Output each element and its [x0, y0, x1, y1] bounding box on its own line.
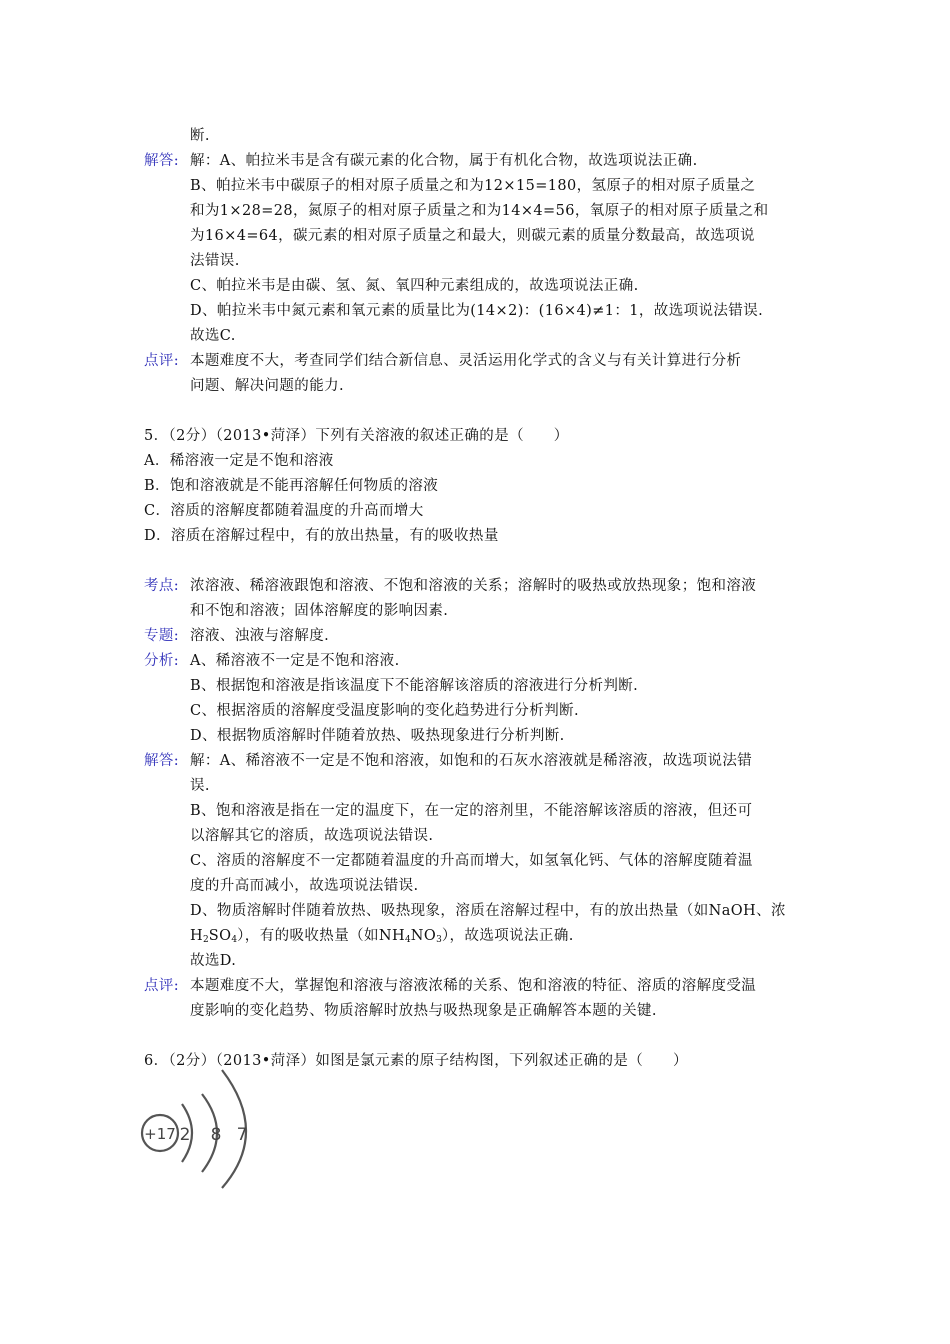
q4-answer-line: 和为1×28=28，氮原子的相对原子质量之和为14×4=56，氧原子的相对原子质量之和: [190, 203, 769, 219]
q5-answer-line: 故选D.: [190, 953, 237, 969]
subscript: 2: [203, 935, 209, 945]
q5-answer-line: B、饱和溶液是指在一定的温度下，在一定的溶剂里，不能溶解该溶质的溶液，但还可: [190, 803, 753, 819]
q5-answer-line: 误.: [190, 778, 210, 794]
q4-answer-line: D、帕拉米韦中氮元素和氧元素的质量比为(14×2)：(16×4)≠1：1，故选项说法错误.: [190, 303, 764, 319]
q5-answer-line: 以溶解其它的溶质，故选项说法错误.: [190, 828, 434, 844]
q5-label-topic: 考点:: [144, 578, 180, 594]
q5-option-b: B．饱和溶液就是不能再溶解任何物质的溶液: [144, 478, 439, 494]
q5-answer-line: 解：A、稀溶液不一定是不饱和溶液，如饱和的石灰水溶液就是稀溶液，故选项说法错: [190, 753, 753, 769]
subscript: 4: [405, 935, 411, 945]
q5-analysis-line: C、根据溶质的溶解度受温度影响的变化趋势进行分析判断.: [190, 703, 580, 719]
q4-answer-line: 故选C.: [190, 328, 236, 344]
nucleus-charge: +17: [144, 1125, 176, 1143]
formula-text: H: [190, 928, 204, 944]
q5-analysis-line: B、根据饱和溶液是指该温度下不能溶解该溶质的溶液进行分析判断.: [190, 678, 639, 694]
q5-option-a: A．稀溶液一定是不饱和溶液: [144, 453, 334, 469]
shell-2-electrons: 8: [210, 1125, 222, 1145]
q5-analysis-line: A、稀溶液不一定是不饱和溶液.: [190, 653, 400, 669]
q4-label-answer: 解答:: [144, 153, 180, 169]
q4-answer-line: 法错误.: [190, 253, 240, 269]
subscript: 3: [436, 935, 442, 945]
q5-subject-line: 溶液、浊液与溶解度.: [190, 628, 330, 644]
q4-comment-line: 问题、解决问题的能力.: [190, 378, 345, 394]
q5-label-answer: 解答:: [144, 753, 180, 769]
q4-answer-line: B、帕拉米韦中碳原子的相对原子质量之和为12×15=180，氢原子的相对原子质量之: [190, 178, 756, 194]
q4-answer-line: C、帕拉米韦是由碳、氢、氮、氧四种元素组成的，故选项说法正确.: [190, 278, 639, 294]
q4-answer-line: 为16×4=64，碳元素的相对原子质量之和最大，则碳元素的质量分数最高，故选项说: [190, 228, 755, 244]
q5-answer-line: C、溶质的溶解度不一定都随着温度的升高而增大，如氢氧化钙、气体的溶解度随着温: [190, 853, 753, 869]
q6-stem: 6．（2分）（2013•菏泽）如图是氯元素的原子结构图，下列叙述正确的是（ ）: [144, 1053, 688, 1069]
formula-text: ），故选项说法正确.: [441, 928, 574, 944]
formula-text: ），有的吸收热量（如NH: [237, 928, 406, 944]
q5-comment-line: 度影响的变化趋势、物质溶解时放热与吸热现象是正确解答本题的关键.: [190, 1003, 657, 1019]
q4-label-comment: 点评:: [144, 353, 180, 369]
q5-answer-line: D、物质溶解时伴随着放热、吸热现象，溶质在溶解过程中，有的放出热量（如NaOH、浓: [190, 903, 786, 919]
q5-analysis-line: D、根据物质溶解时伴随着放热、吸热现象进行分析判断.: [190, 728, 565, 744]
formula-text: NO: [410, 928, 437, 944]
q5-label-comment: 点评:: [144, 978, 180, 994]
q5-label-subject: 专题:: [144, 628, 180, 644]
shell-1-electrons: 2: [179, 1125, 191, 1145]
q4-text-line: 断.: [190, 128, 210, 144]
formula-text: SO: [208, 928, 232, 944]
q5-topic-line: 浓溶液、稀溶液跟饱和溶液、不饱和溶液的关系；溶解时的吸热或放热现象；饱和溶液: [190, 578, 757, 594]
q5-stem: 5．（2分）（2013•菏泽）下列有关溶液的叙述正确的是（ ）: [144, 428, 569, 444]
subscript: 4: [231, 935, 238, 945]
q5-comment-line: 本题难度不大，掌握饱和溶液与溶液浓稀的关系、饱和溶液的特征、溶质的溶解度受温: [190, 978, 757, 994]
q4-comment-line: 本题难度不大，考查同学们结合新信息、灵活运用化学式的含义与有关计算进行分析: [190, 353, 742, 369]
shell-3-electrons: 7: [236, 1125, 248, 1145]
q5-label-analysis: 分析:: [144, 653, 180, 669]
q5-option-c: C．溶质的溶解度都随着温度的升高而增大: [144, 503, 424, 519]
q5-answer-line: 度的升高而减小，故选项说法错误.: [190, 878, 419, 894]
q5-topic-line: 和不饱和溶液；固体溶解度的影响因素.: [190, 603, 449, 619]
q4-answer-line: 解：A、帕拉米韦是含有碳元素的化合物，属于有机化合物，故选项说法正确.: [190, 153, 698, 169]
q5-answer-formula-line: [190, 924, 574, 948]
q5-option-d: D．溶质在溶解过程中，有的放出热量，有的吸收热量: [144, 528, 499, 544]
chlorine-atom-structure-diagram: [138, 1064, 258, 1194]
